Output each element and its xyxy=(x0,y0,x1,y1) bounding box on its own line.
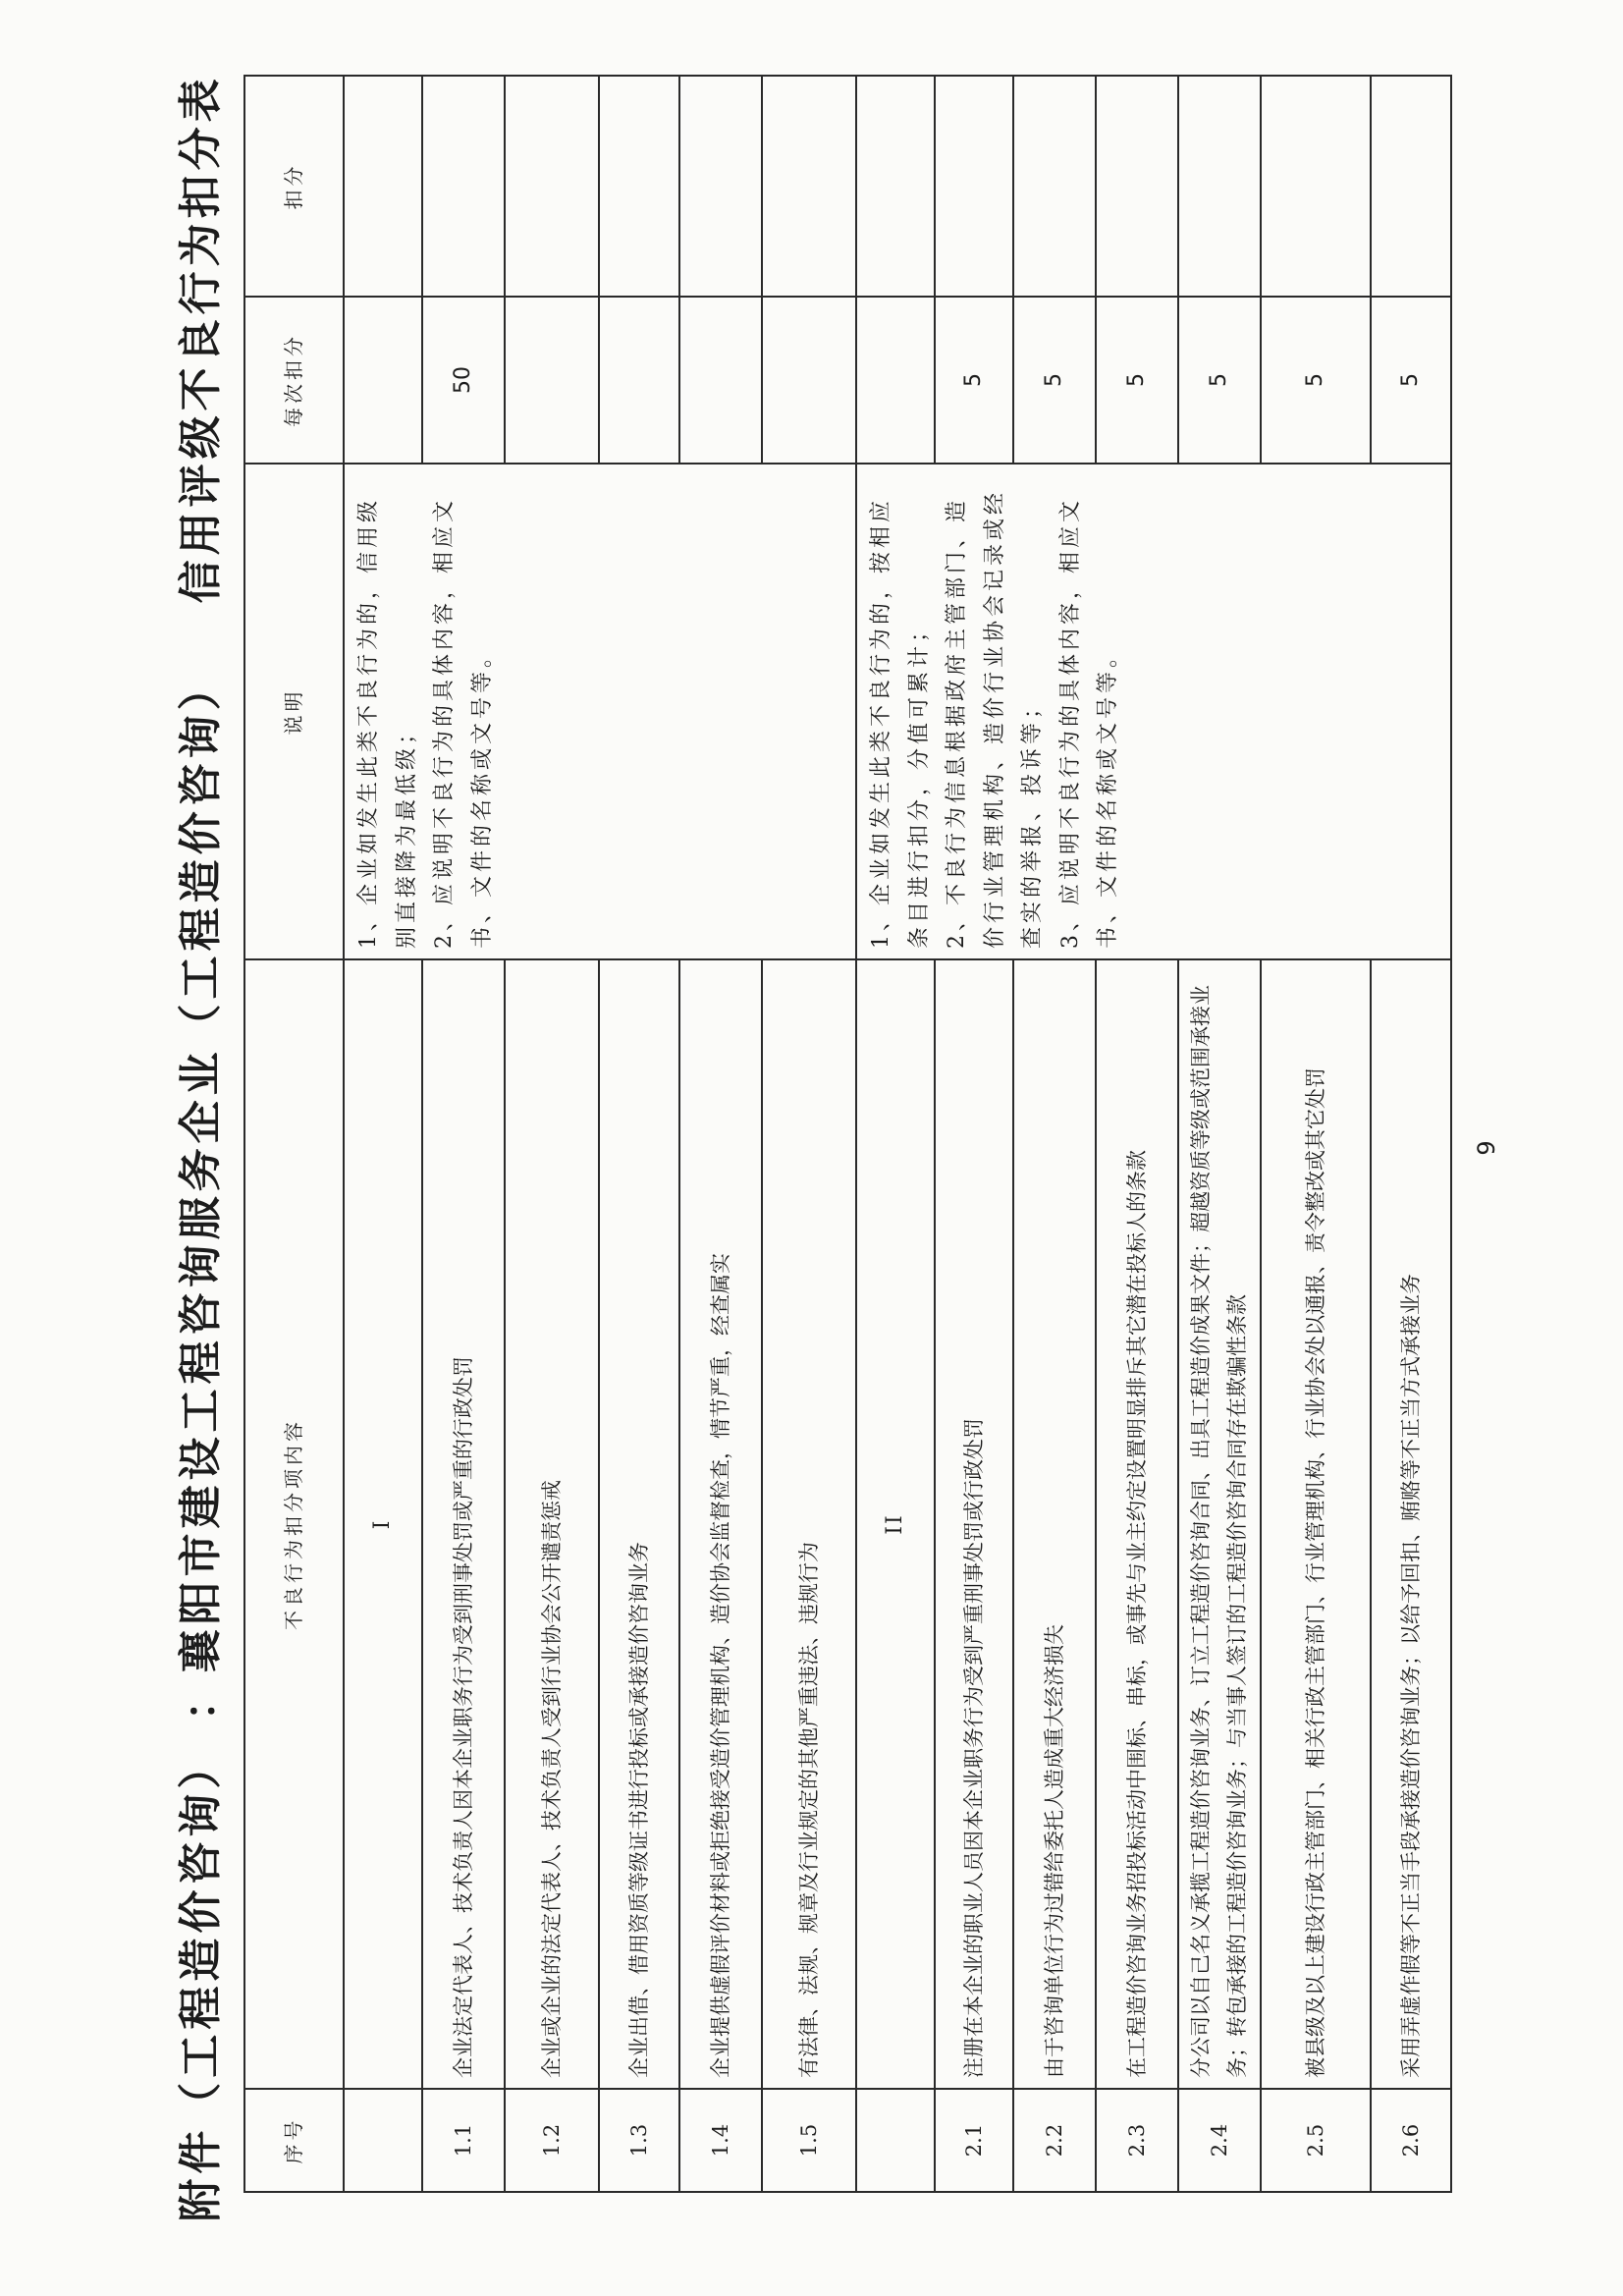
table-body xyxy=(344,76,1451,2192)
section-row xyxy=(344,76,422,2192)
table-row xyxy=(599,76,679,2192)
row-number: 1.3 xyxy=(599,2089,679,2192)
row-deduction xyxy=(599,76,679,297)
section-description: 1、企业如发生此类不良行为的，信用级别直接降为最低级； 2、应说明不良行为的具体内容，相应文书、文件的名称或文号等。 xyxy=(344,464,856,959)
row-content: 企业提供虚假评价材料或拒绝接受造价管理机构、造价协会监督检查，情节严重，经查属实 xyxy=(679,959,762,2089)
row-deduction xyxy=(935,76,1013,297)
row-number: 2.5 xyxy=(1261,2089,1371,2192)
row-deduction xyxy=(1371,76,1451,297)
table-row xyxy=(1013,76,1096,2192)
row-content: 被县级及以上建设行政主管部门、相关行政主管部门、行业管理机构、行业协会处以通报、责令整改或其它处罚 xyxy=(1261,959,1371,2089)
row-per-deduction: 5 xyxy=(1178,297,1261,464)
row-per-deduction: 5 xyxy=(1371,297,1451,464)
table-row xyxy=(1261,76,1371,2192)
row-per-deduction xyxy=(762,297,856,464)
row-number: 2.4 xyxy=(1178,2089,1261,2192)
section-label: II xyxy=(856,959,935,2089)
row-per-deduction xyxy=(599,297,679,464)
header-content: 不良行为扣分项内容 xyxy=(244,959,344,2089)
row-per-deduction: 5 xyxy=(1096,297,1178,464)
row-number: 2.3 xyxy=(1096,2089,1178,2192)
table-row xyxy=(1096,76,1178,2192)
table-row xyxy=(762,76,856,2192)
row-content: 企业出借、借用资质等级证书进行投标或承接造价咨询业务 xyxy=(599,959,679,2089)
header-deduction: 扣分 xyxy=(244,76,344,297)
row-number: 1.4 xyxy=(679,2089,762,2192)
row-per-deduction xyxy=(679,297,762,464)
page-title xyxy=(165,0,228,2296)
row-per-deduction xyxy=(505,297,599,464)
table-row xyxy=(422,76,505,2192)
section-per-cell xyxy=(856,297,935,464)
section-no-cell xyxy=(856,2089,935,2192)
section-deduct-cell xyxy=(344,76,422,297)
row-number: 2.6 xyxy=(1371,2089,1451,2192)
deduction-table xyxy=(243,75,1452,2193)
table-row xyxy=(935,76,1013,2192)
section-description: 1、企业如发生此类不良行为的，按相应条目进行扣分，分值可累计； 2、不良行为信息根据政府主管部门、造价行业管理机构、造价行业协会记录或经查实的举报、投诉等； 3、应说明不良行为的具体内容，相应文书、文件的名称或文号等。 xyxy=(856,464,1451,959)
row-content: 由于咨询单位行为过错给委托人造成重大经济损失 xyxy=(1013,959,1096,2089)
row-content: 采用弄虚作假等不正当手段承接造价咨询业务；以给予回扣、贿赂等不正当方式承接业务 xyxy=(1371,959,1451,2089)
section-row xyxy=(856,76,935,2192)
row-deduction xyxy=(1261,76,1371,297)
row-per-deduction: 50 xyxy=(422,297,505,464)
page-number: 9 xyxy=(1473,1140,1500,1156)
row-deduction xyxy=(1178,76,1261,297)
table-header-row xyxy=(244,76,344,2192)
section-per-cell xyxy=(344,297,422,464)
table-row xyxy=(1178,76,1261,2192)
row-deduction xyxy=(1013,76,1096,297)
row-per-deduction: 5 xyxy=(935,297,1013,464)
row-content: 分公司以自己名义承揽工程造价咨询业务、订立工程造价咨询合同、出具工程造价成果文件；超越资质等级或范围承接业务；转包承接的工程造价咨询业务；与当事人签订的工程造价咨询合同存在欺骗性条款 xyxy=(1178,959,1261,2089)
row-content: 企业或企业的法定代表人、技术负责人受到行业协会公开谴责惩戒 xyxy=(505,959,599,2089)
header-description: 说明 xyxy=(244,464,344,959)
row-number: 1.1 xyxy=(422,2089,505,2192)
row-per-deduction: 5 xyxy=(1013,297,1096,464)
row-number: 2.2 xyxy=(1013,2089,1096,2192)
row-deduction xyxy=(762,76,856,297)
title-left: 附件（工程造价咨询） ：襄阳市建设工程咨询服务企业（工程造价咨询） xyxy=(176,662,226,2222)
row-content: 在工程造价咨询业务招投标活动中围标、串标，或事先与业主约定设置明显排斥其它潜在投标人的条款 xyxy=(1096,959,1178,2089)
section-deduct-cell xyxy=(856,76,935,297)
row-number: 2.1 xyxy=(935,2089,1013,2192)
row-deduction xyxy=(422,76,505,297)
row-content: 有法律、法规、规章及行业规定的其他严重违法、违规行为 xyxy=(762,959,856,2089)
row-content: 注册在本企业的职业人员因本企业职务行为受到严重刑事处罚或行政处罚 xyxy=(935,959,1013,2089)
row-number: 1.5 xyxy=(762,2089,856,2192)
table-row xyxy=(505,76,599,2192)
row-deduction xyxy=(1096,76,1178,297)
section-no-cell xyxy=(344,2089,422,2192)
row-number: 1.2 xyxy=(505,2089,599,2192)
header-per-deduction: 每次扣分 xyxy=(244,297,344,464)
title-right: 信用评级不良行为扣分表 xyxy=(176,74,226,604)
row-deduction xyxy=(505,76,599,297)
section-label: I xyxy=(344,959,422,2089)
row-content: 企业法定代表人、技术负责人因本企业职务行为受到刑事处罚或严重的行政处罚 xyxy=(422,959,505,2089)
table-row xyxy=(1371,76,1451,2192)
header-no: 序号 xyxy=(244,2089,344,2192)
table-row xyxy=(679,76,762,2192)
row-deduction xyxy=(679,76,762,297)
row-per-deduction: 5 xyxy=(1261,297,1371,464)
